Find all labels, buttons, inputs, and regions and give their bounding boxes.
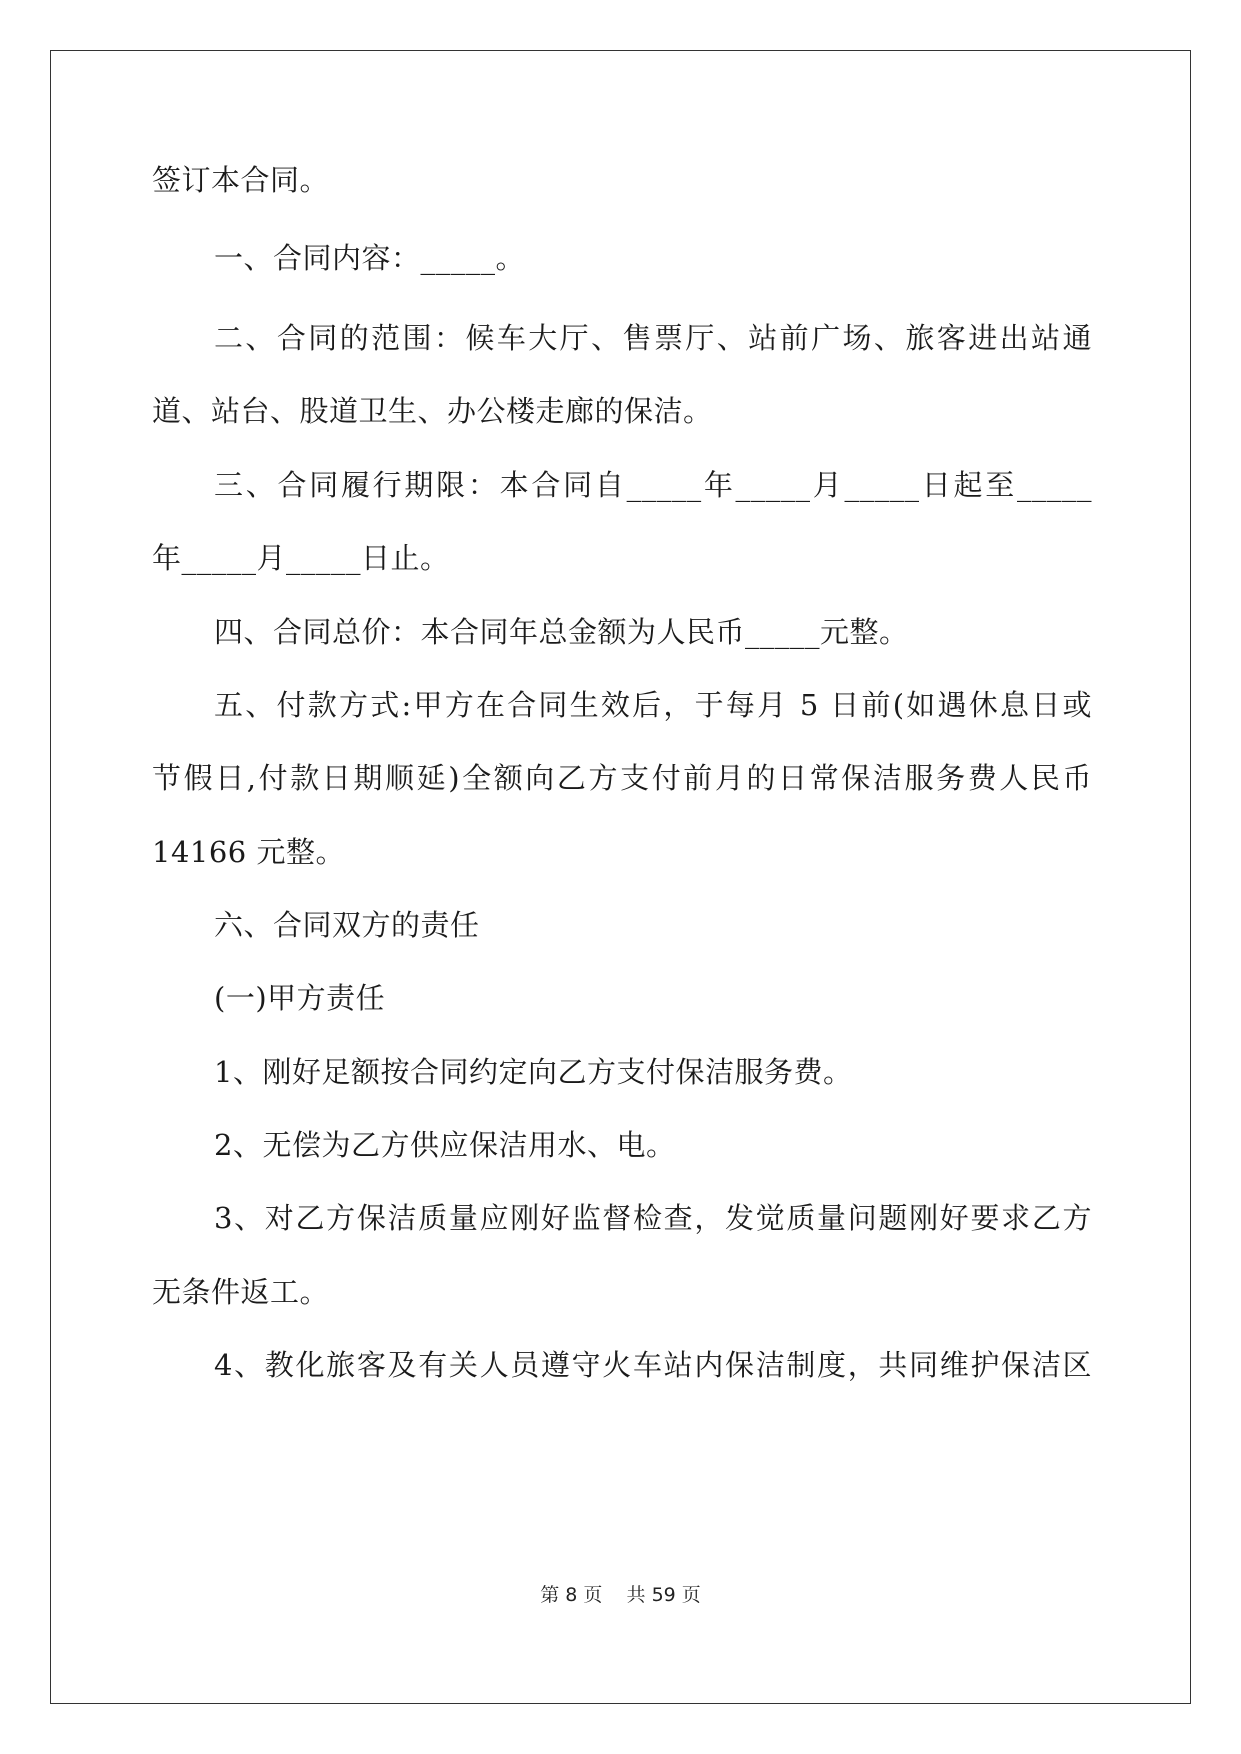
- paragraph-line: 无条件返工。: [152, 1275, 330, 1309]
- paragraph-line: 二、合同的范围：候车大厅、售票厅、站前广场、旅客进出站通: [214, 321, 1092, 355]
- paragraph-line: 2、无偿为乙方供应保洁用水、电。: [214, 1128, 676, 1162]
- paragraph-line: 年_____月_____日止。: [152, 541, 450, 575]
- paragraph-line: 三、合同履行期限：本合同自_____年_____月_____日起至_____: [214, 468, 1092, 502]
- page-footer: [0, 1580, 1241, 1607]
- paragraph-line: 道、站台、股道卫生、办公楼走廊的保洁。: [152, 394, 713, 428]
- paragraph-line: 节假日,付款日期顺延)全额向乙方支付前月的日常保洁服务费人民币: [152, 761, 1092, 795]
- paragraph-line: 3、对乙方保洁质量应刚好监督检查，发觉质量问题刚好要求乙方: [214, 1201, 1092, 1235]
- page-total: 共 59 页: [626, 1584, 701, 1606]
- page-number: 第 8 页: [540, 1584, 603, 1606]
- paragraph-line: 五、付款方式:甲方在合同生效后，于每月 5 日前(如遇休息日或: [214, 688, 1092, 722]
- paragraph-line: 四、合同总价：本合同年总金额为人民币_____元整。: [214, 615, 909, 649]
- page-border: [50, 50, 1191, 1704]
- paragraph-line: 六、合同双方的责任: [214, 908, 480, 942]
- paragraph-line: 一、合同内容：_____。: [214, 241, 526, 275]
- paragraph-line: 4、教化旅客及有关人员遵守火车站内保洁制度，共同维护保洁区: [214, 1348, 1092, 1382]
- paragraph-line: 14166 元整。: [152, 835, 345, 869]
- paragraph-line: (一)甲方责任: [214, 981, 386, 1015]
- paragraph-line: 1、刚好足额按合同约定向乙方支付保洁服务费。: [214, 1055, 853, 1089]
- paragraph-line: 签订本合同。: [152, 163, 330, 197]
